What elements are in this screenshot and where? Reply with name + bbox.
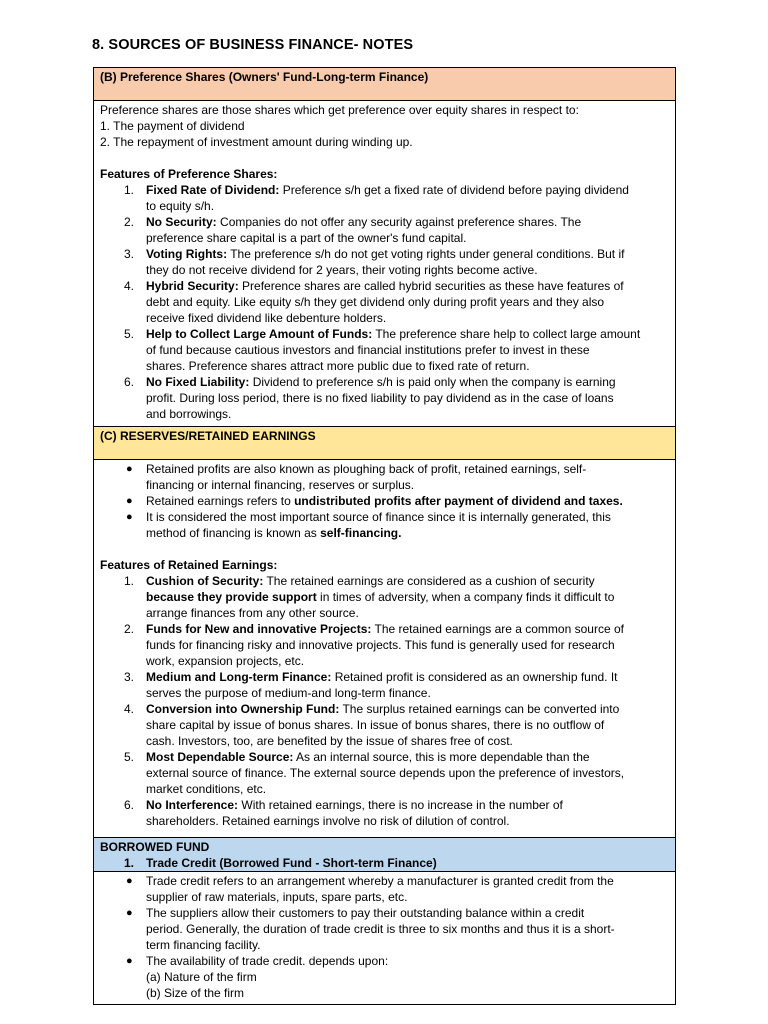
- feature-text: they do not receive dividend for 2 years, their voting rights become active.: [146, 263, 538, 277]
- item-number: 4.: [124, 279, 135, 293]
- feature-text: serves the purpose of medium-and long-term finance.: [146, 686, 431, 700]
- preference-features-list: [100, 182, 669, 422]
- bullet-text: The suppliers allow their customers to pay their outstanding balance within a credit: [146, 906, 585, 920]
- list-item: [100, 905, 669, 953]
- feature-text: debt and equity. Like equity s/h they get dividend only during profit years and they also: [146, 295, 605, 309]
- bullet-bold-text: undistributed profits after payment of dividend and taxes.: [294, 494, 623, 508]
- feature-term: Cushion of Security:: [146, 574, 264, 588]
- bullet-icon: ●: [126, 495, 133, 507]
- item-number: 2.: [124, 215, 135, 229]
- list-item: [100, 953, 669, 1001]
- feature-text: work, expansion projects, etc.: [146, 654, 305, 668]
- feature-text: external source of finance. The external source depends upon the preference of investors,: [146, 766, 625, 780]
- feature-term: Help to Collect Large Amount of Funds:: [146, 327, 373, 341]
- item-number: 5.: [124, 327, 135, 341]
- list-item: [100, 509, 669, 541]
- bullet-icon: ●: [126, 955, 133, 967]
- feature-text: Companies do not offer any security against preference shares. The: [220, 215, 582, 229]
- feature-text: profit. During loss period, there is no fixed liability to pay dividend as in the case of loans: [146, 391, 614, 405]
- list-item: [100, 326, 669, 374]
- item-number: 3.: [124, 247, 135, 261]
- list-item: [100, 278, 669, 326]
- bullet-text: Retained profits are also known as ploughing back of profit, retained earnings, self-: [146, 462, 587, 476]
- list-item: [100, 797, 669, 829]
- feature-text: The surplus retained earnings can be converted into: [342, 702, 620, 716]
- feature-term: No Interference:: [146, 798, 239, 812]
- bullet-text: Trade credit refers to an arrangement whereby a manufacturer is granted credit from the: [146, 874, 614, 888]
- reserves-features-list: [100, 573, 669, 829]
- list-item: [100, 749, 669, 797]
- bullet-text: It is considered the most important source of finance since it is internally generated, this: [146, 510, 611, 524]
- preference-shares-body: [94, 101, 675, 427]
- list-item: [100, 573, 669, 621]
- feature-term: Most Dependable Source:: [146, 750, 294, 764]
- feature-term: No Fixed Liability:: [146, 375, 250, 389]
- feature-text: receive fixed dividend like debenture holders.: [146, 311, 387, 325]
- list-item: [100, 214, 669, 246]
- bullet-icon: ●: [126, 875, 133, 887]
- list-item: [100, 493, 669, 509]
- feature-text: Dividend to preference s/h is paid only when the company is earning: [252, 375, 616, 389]
- bullet-text: (a) Nature of the firm: [146, 970, 257, 984]
- intro-line: Preference shares are those shares which get preference over equity shares in respect to:: [100, 103, 579, 117]
- bullet-text: financing or internal financing, reserves or surplus.: [146, 478, 415, 492]
- feature-text: preference share capital is a part of the owner's fund capital.: [146, 231, 467, 245]
- bullet-text: term financing facility.: [146, 938, 261, 952]
- bullet-icon: ●: [126, 907, 133, 919]
- feature-text: market conditions, etc.: [146, 782, 267, 796]
- bullet-text: Retained earnings refers to: [146, 494, 295, 508]
- list-item: [100, 246, 669, 278]
- bullet-bold-text: self-financing.: [320, 526, 402, 540]
- feature-term: Voting Rights:: [146, 247, 228, 261]
- item-number: 1.: [124, 856, 135, 870]
- item-number: 1.: [124, 574, 135, 588]
- feature-term: Medium and Long-term Finance:: [146, 670, 332, 684]
- list-item: [100, 461, 669, 493]
- feature-text: The preference s/h do not get voting rights under general conditions. But if: [230, 247, 625, 261]
- feature-term: No Security:: [146, 215, 217, 229]
- item-number: 6.: [124, 798, 135, 812]
- feature-text: shares. Preference shares attract more public due to fixed rate of return.: [146, 359, 530, 373]
- feature-bold-text: because they provide support: [146, 590, 317, 604]
- item-number: 3.: [124, 670, 135, 684]
- borrowed-fund-title: BORROWED FUND: [100, 840, 210, 854]
- feature-text: arrange finances from any other source.: [146, 606, 359, 620]
- notes-table: [93, 67, 676, 1005]
- feature-text: Preference shares are called hybrid securities as these have features of: [242, 279, 624, 293]
- list-item: [100, 182, 669, 214]
- feature-text: The retained earnings are considered as a cushion of security: [266, 574, 595, 588]
- reserves-bullet-list: [100, 461, 669, 541]
- feature-text: and borrowings.: [146, 407, 232, 421]
- feature-text: cash. Investors, too, are benefited by the issue of shares free of cost.: [146, 734, 513, 748]
- item-number: 6.: [124, 375, 135, 389]
- features-heading: Features of Retained Earnings:: [100, 558, 278, 572]
- preference-shares-header: (B) Preference Shares (Owners' Fund-Long-term Finance): [94, 68, 675, 101]
- feature-text: shareholders. Retained earnings involve no risk of dilution of control.: [146, 814, 510, 828]
- page-title: 8. SOURCES OF BUSINESS FINANCE- NOTES: [92, 37, 414, 53]
- feature-text: to equity s/h.: [146, 199, 215, 213]
- feature-term: Hybrid Security:: [146, 279, 239, 293]
- trade-credit-title: Trade Credit (Borrowed Fund - Short-term Finance): [146, 856, 437, 870]
- feature-text: Retained profit is considered as an ownership fund. It: [334, 670, 618, 684]
- borrowed-fund-header: [94, 838, 675, 872]
- trade-credit-bullet-list: [100, 873, 669, 1001]
- feature-term: Conversion into Ownership Fund:: [146, 702, 340, 716]
- borrowed-fund-body: [94, 872, 675, 1005]
- item-number: 1.: [124, 183, 135, 197]
- bullet-text: The availability of trade credit. depends upon:: [146, 954, 389, 968]
- feature-text: The retained earnings are a common source of: [374, 622, 624, 636]
- feature-text: As an internal source, this is more dependable than the: [296, 750, 590, 764]
- feature-text: in times of adversity, when a company finds it difficult to: [316, 590, 615, 604]
- feature-text: With retained earnings, there is no increase in the number of: [241, 798, 563, 812]
- list-item: [100, 701, 669, 749]
- intro-line: 2. The repayment of investment amount during winding up.: [100, 135, 413, 149]
- reserves-header: (C) RESERVES/RETAINED EARNINGS: [94, 427, 675, 460]
- feature-term: Fixed Rate of Dividend:: [146, 183, 280, 197]
- item-number: 5.: [124, 750, 135, 764]
- list-item: [100, 374, 669, 422]
- features-heading: Features of Preference Shares:: [100, 167, 278, 181]
- bullet-text: period. Generally, the duration of trade credit is three to six months and thus it is a short-: [146, 922, 615, 936]
- feature-term: Funds for New and innovative Projects:: [146, 622, 372, 636]
- bullet-icon: ●: [126, 463, 133, 475]
- item-number: 4.: [124, 702, 135, 716]
- feature-text: Preference s/h get a fixed rate of dividend before paying dividend: [282, 183, 629, 197]
- bullet-text: method of financing is known as: [146, 526, 321, 540]
- feature-text: share capital by issue of bonus shares. In issue of bonus shares, there is no outflow of: [146, 718, 605, 732]
- list-item: [100, 621, 669, 669]
- reserves-body: [94, 460, 675, 838]
- feature-text: The preference share help to collect large amount: [375, 327, 641, 341]
- bullet-text: supplier of raw materials, inputs, spare parts, etc.: [146, 890, 408, 904]
- intro-line: 1. The payment of dividend: [100, 119, 245, 133]
- bullet-icon: ●: [126, 511, 133, 523]
- feature-text: of fund because cautious investors and financial institutions prefer to invest in these: [146, 343, 590, 357]
- bullet-text: (b) Size of the firm: [146, 986, 245, 1000]
- feature-text: funds for financing risky and innovative projects. This fund is generally used for research: [146, 638, 615, 652]
- list-item: [100, 873, 669, 905]
- list-item: [100, 669, 669, 701]
- item-number: 2.: [124, 622, 135, 636]
